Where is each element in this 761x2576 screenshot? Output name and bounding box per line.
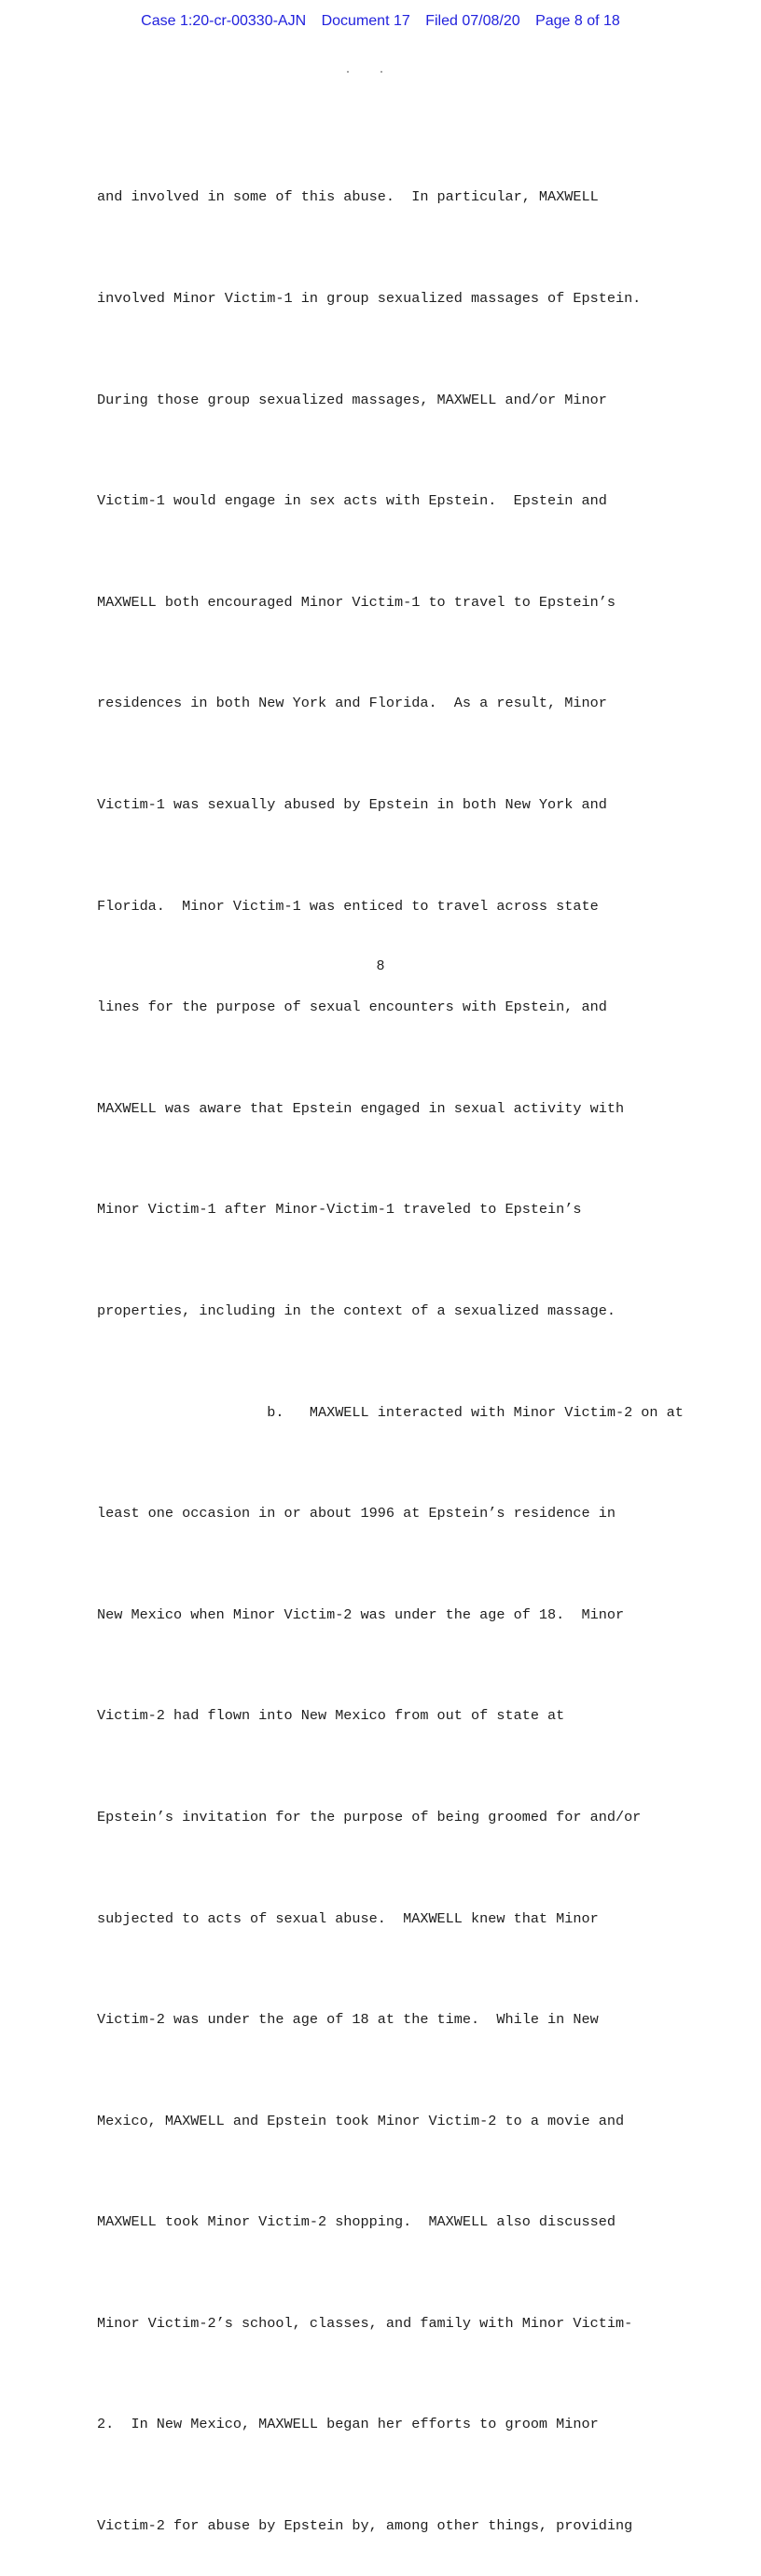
case-header bbox=[0, 13, 761, 30]
body-line: and involved in some of this abuse. In particular, MAXWELL bbox=[97, 188, 599, 206]
body-line: residences in both New York and Florida. As a result, Minor bbox=[97, 695, 607, 712]
filed-date: Filed 07/08/20 bbox=[425, 13, 520, 29]
body-line: Minor Victim-1 after Minor-Victim-1 traveled to Epstein’s bbox=[97, 1201, 582, 1219]
body-line: During those group sexualized massages, MAXWELL and/or Minor bbox=[97, 391, 607, 408]
document-body bbox=[97, 113, 694, 2576]
body-line: Mexico, MAXWELL and Epstein took Minor Victim-2 to a movie and bbox=[97, 2112, 625, 2129]
body-line: Victim-1 was sexually abused by Epstein in both New York and bbox=[97, 795, 607, 813]
document-number: Document 17 bbox=[321, 13, 410, 29]
body-line: involved Minor Victim-1 in group sexualized massages of Epstein. bbox=[97, 290, 642, 307]
body-line: subjected to acts of sexual abuse. MAXWELL knew that Minor bbox=[97, 1909, 599, 1927]
body-line: Epstein’s invitation for the purpose of being groomed for and/or bbox=[97, 1808, 642, 1825]
body-line: 2. In New Mexico, MAXWELL began her efforts to groom Minor bbox=[97, 2416, 599, 2433]
body-line: Minor Victim-2’s school, classes, and family with Minor Victim- bbox=[97, 2314, 633, 2332]
body-line: properties, including in the context of a sexualized massage. bbox=[97, 1302, 616, 1319]
body-line: lines for the purpose of sexual encounters with Epstein, and bbox=[97, 999, 607, 1016]
body-line: Victim-2 had flown into New Mexico from out of state at bbox=[97, 1707, 565, 1725]
case-number: Case 1:20-cr-00330-AJN bbox=[141, 13, 307, 29]
scan-speck bbox=[347, 71, 349, 73]
body-line: Victim-2 was under the age of 18 at the time. While in New bbox=[97, 2011, 599, 2029]
body-line: Florida. Minor Victim-1 was enticed to travel across state bbox=[97, 897, 599, 915]
body-line: Victim-1 would engage in sex acts with Epstein. Epstein and bbox=[97, 492, 607, 510]
body-line: MAXWELL was aware that Epstein engaged in sexual activity with bbox=[97, 1099, 625, 1117]
paragraph-b-start: b. MAXWELL interacted with Minor Victim-2 on at bbox=[97, 1403, 684, 1421]
page-indicator: Page 8 of 18 bbox=[535, 13, 620, 29]
body-line: MAXWELL both encouraged Minor Victim-1 to travel to Epstein’s bbox=[97, 593, 616, 611]
body-line: New Mexico when Minor Victim-2 was under the age of 18. Minor bbox=[97, 1605, 625, 1623]
scan-speck bbox=[380, 71, 382, 73]
page-number: 8 bbox=[376, 958, 385, 974]
body-line: Victim-2 for abuse by Epstein by, among other things, providing bbox=[97, 2517, 633, 2535]
body-line: MAXWELL took Minor Victim-2 shopping. MAXWELL also discussed bbox=[97, 2213, 616, 2231]
body-line: least one occasion in or about 1996 at Epstein’s residence in bbox=[97, 1505, 616, 1522]
